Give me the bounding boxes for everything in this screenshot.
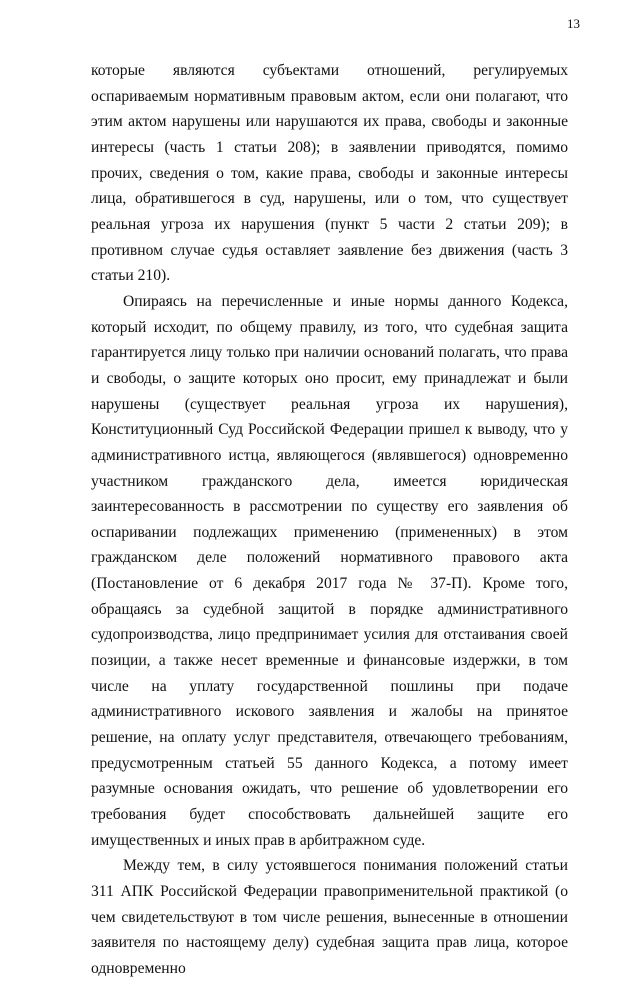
paragraph-constitutional-court-conclusion: Опираясь на перечисленные и иные нормы данного Кодекса, который исходит, по общему правилу, из того, что судебная защита гарантируется лицу только при наличии оснований полагать, что права и свободы, о защите которых оно просит, ему принадлежат и были нарушены (существует реальная угроза их нарушения), Конституционный Суд Российской Федерации пришел к выводу, что у административного истца, являющегося (являвшегося) одновременно участником гражданского дела, имеется юридическая заинтересованность в рассмотрении по существу его заявления об оспаривании подлежащих применению (примененных) в этом гражданском деле положений нормативного правового акта (Постановление от 6 декабря 2017 года № 37-П). Кроме того, обращаясь за судебной защитой в порядке административного судопроизводства, лицо предпринимает усилия для отстаивания своей позиции, а также несет временные и финансовые издержки, в том числе на уплату государственной пошлины при подаче административного искового заявления и жалобы на принятое решение, на оплату услуг представителя, отвечающего требованиям, предусмотренным статьей 55 данного Кодекса, а потому имеет разумные основания ожидать, что решение об удовлетворении его требования будет способствовать дальнейшей защите его имущественных и иных прав в арбитражном суде. <box>91 292 568 849</box>
paragraph-article-311: Между тем, в силу устоявшегося понимания положений статьи 311 АПК Российской Федерации правоприменительной практикой (о чем свидетельствуют в том числе решения, вынесенные в отношении заявителя по настоящему делу) судебная защита прав лица, которое одновременно <box>91 857 568 977</box>
page-number: 13 <box>567 16 580 31</box>
document-body <box>91 58 568 982</box>
paragraph-continuation: которые являются субъектами отношений, регулируемых оспариваемым нормативным правовым актом, если они полагают, что этим актом нарушены или нарушаются их права, свободы и законные интересы (часть 1 статьи 208); в заявлении приводятся, помимо прочих, сведения о том, какие права, свободы и законные интересы лица, обратившегося в суд, нарушены, или о том, что существует реальная угроза их нарушения (пункт 5 части 2 статьи 209); в противном случае судья оставляет заявление без движения (часть 3 статьи 210). <box>91 62 568 285</box>
